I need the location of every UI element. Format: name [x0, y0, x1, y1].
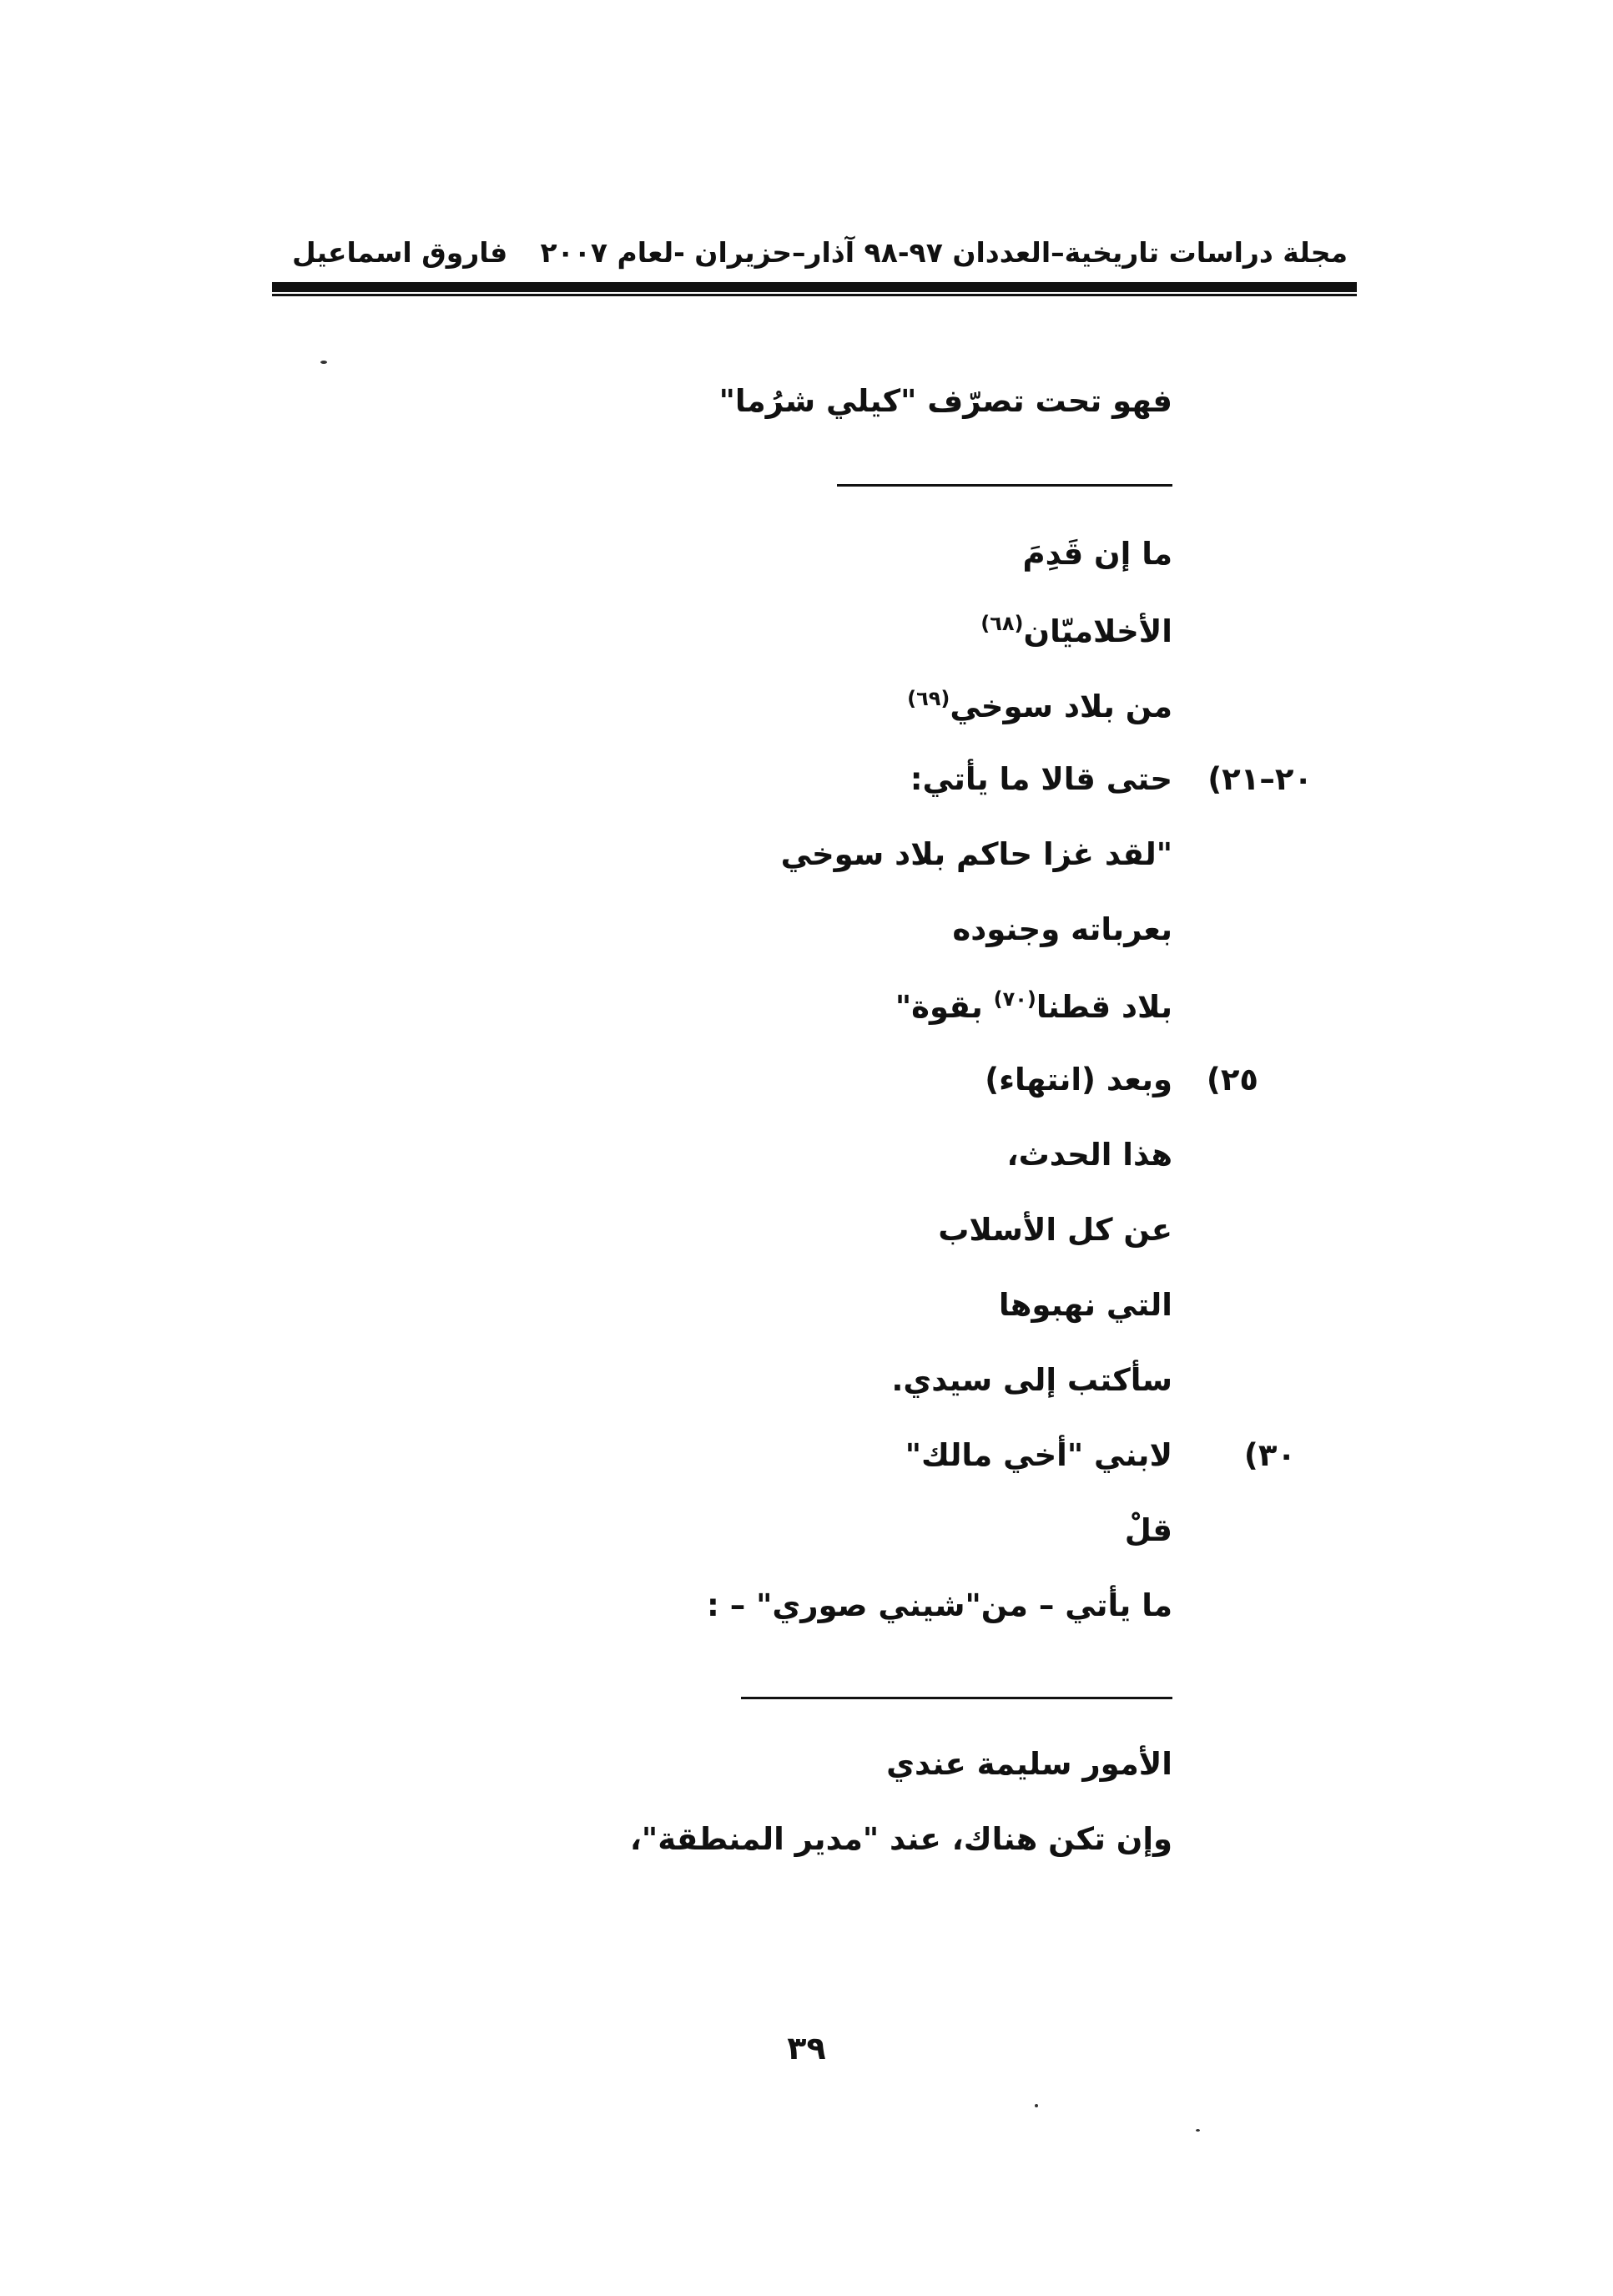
verse-line: سأكتب إلى سيدي. — [891, 1362, 1172, 1398]
footnote-ref: (٦٨) — [980, 612, 1024, 635]
scan-speck — [320, 361, 327, 364]
verse-line: حتى قالا ما يأتي: — [910, 761, 1172, 797]
line-number: ٢٥) — [1206, 1062, 1258, 1098]
verse-line: "لقد غزا حاكم بلاد سوخي — [780, 836, 1172, 872]
verse-line: وبعد (انتهاء) — [985, 1062, 1172, 1098]
verse-line: لابني "أخي مالك" — [905, 1437, 1172, 1473]
author-header: فاروق اسماعيل — [292, 236, 508, 269]
scan-speck — [1196, 2129, 1200, 2132]
footnote-ref: (٧٠) — [993, 987, 1036, 1011]
separator-line — [741, 1697, 1172, 1699]
journal-header: مجلة دراسات تاريخية–العددان ٩٧-٩٨ آذار–حزيران -لعام ٢٠٠٧ — [540, 236, 1348, 269]
verse-line: بلاد قطنا$^{(٧٠)}$ بقوة" — [895, 987, 1172, 1025]
footnote-ref: (٦٩) — [907, 687, 950, 710]
header-rule-thin — [272, 294, 1357, 296]
verse-line: الأمور سليمة عندي — [886, 1746, 1172, 1782]
verse-line: الأخلاميّان$^{(٦٨)}$ — [980, 612, 1172, 649]
line-number: ٢٠–٢١) — [1207, 761, 1313, 797]
page-number: ٣٩ — [787, 2030, 826, 2066]
verse-line: ما يأتي – من"شيني صوري" – : — [707, 1587, 1172, 1623]
verse-line: ما إن قَدِمَ — [1022, 536, 1172, 572]
verse-line: عن كل الأسلاب — [938, 1212, 1172, 1248]
separator-line — [837, 484, 1172, 487]
verse-line: قلْ — [1124, 1512, 1172, 1548]
line-number: ٣٠) — [1243, 1437, 1296, 1473]
header-rule-thick — [272, 282, 1357, 292]
verse-line: من بلاد سوخي$^{(٦٩)}$ — [907, 687, 1172, 724]
verse-line: هذا الحدث، — [1006, 1137, 1172, 1173]
verse-line: بعرباته وجنوده — [952, 911, 1172, 947]
verse-line: فهو تحت تصرّف "كيلي شرُما" — [718, 383, 1172, 419]
verse-line: التي نهبوها — [998, 1287, 1172, 1323]
verse-line: وإن تكن هناك، عند "مدير المنطقة"، — [629, 1821, 1172, 1857]
scan-speck — [1035, 2104, 1038, 2107]
